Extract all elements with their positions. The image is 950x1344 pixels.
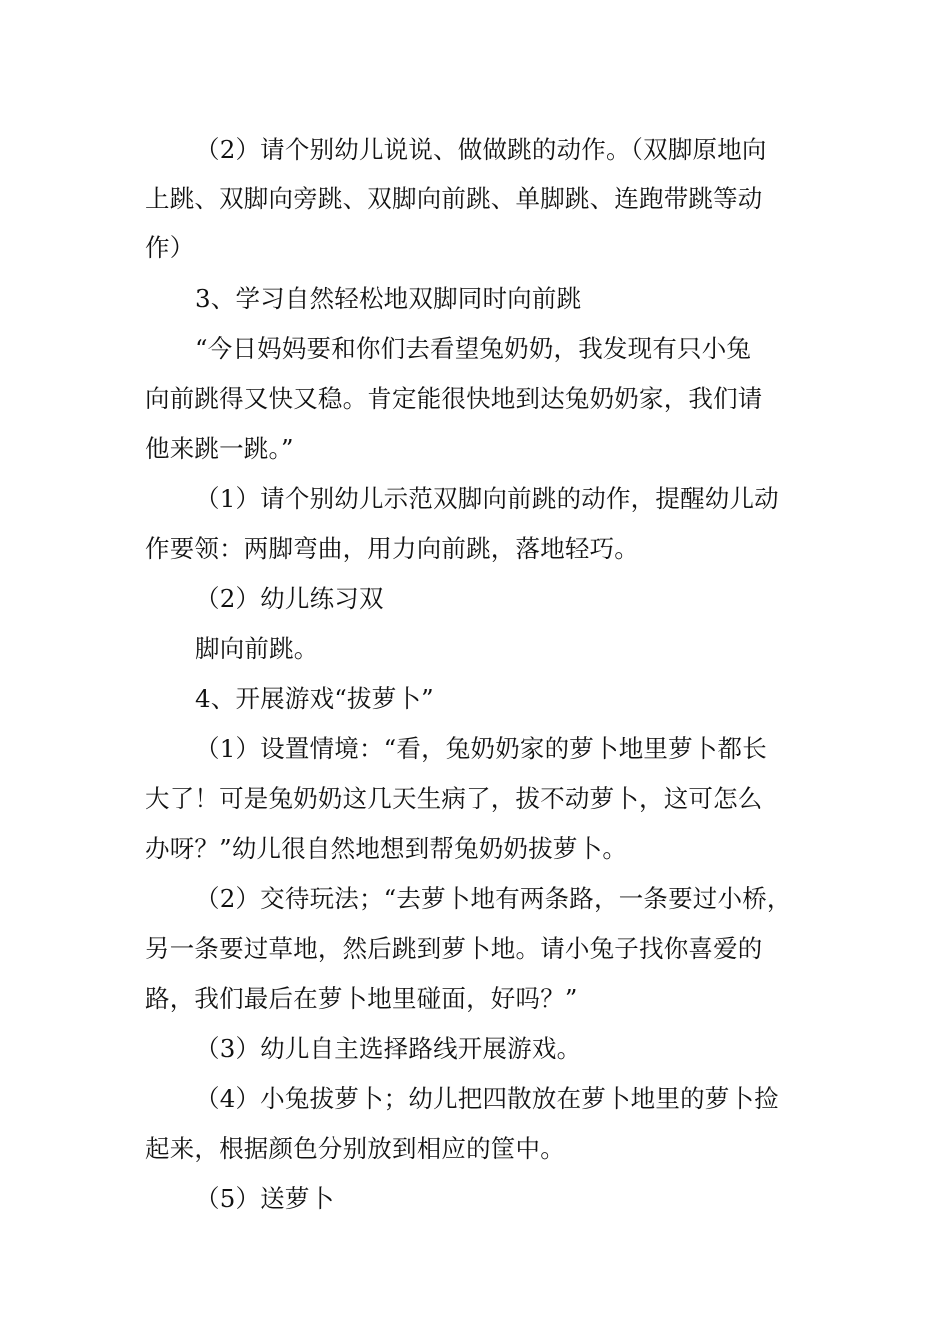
text-line: 上跳、双脚向旁跳、双脚向前跳、单脚跳、连跑带跳等动 <box>145 184 763 213</box>
text-line: 大了！可是兔奶奶这几天生病了，拔不动萝卜，这可怎么 <box>145 784 763 813</box>
text-line: （4）小兔拔萝卜；幼儿把四散放在萝卜地里的萝卜捡 <box>195 1084 779 1113</box>
text-line: 4、开展游戏“拔萝卜” <box>195 684 434 713</box>
text-line: 3、学习自然轻松地双脚同时向前跳 <box>195 284 582 313</box>
text-line: 作要领：两脚弯曲，用力向前跳，落地轻巧。 <box>145 534 639 563</box>
text-line: 作） <box>145 233 195 262</box>
text-line: 路，我们最后在萝卜地里碰面，好吗？” <box>145 984 578 1013</box>
text-line: 起来，根据颜色分别放到相应的筐中。 <box>145 1134 565 1163</box>
text-line: 另一条要过草地，然后跳到萝卜地。请小兔子找你喜爱的 <box>145 934 763 963</box>
text-line: 他来跳一跳。” <box>145 434 294 463</box>
text-line: 向前跳得又快又稳。肯定能很快地到达兔奶奶家，我们请 <box>145 384 763 413</box>
text-line: （2）交待玩法；“去萝卜地有两条路，一条要过小桥， <box>195 884 792 913</box>
text-line: （1）设置情境：“看，兔奶奶家的萝卜地里萝卜都长 <box>195 734 767 763</box>
text-line: “今日妈妈要和你们去看望兔奶奶，我发现有只小兔 <box>195 334 752 363</box>
text-line: （2）幼儿练习双 <box>195 584 384 613</box>
text-line: （1）请个别幼儿示范双脚向前跳的动作，提醒幼儿动 <box>195 484 779 513</box>
text-line: （2）请个别幼儿说说、做做跳的动作。（双脚原地向 <box>195 135 767 164</box>
text-line: 办呀？”幼儿很自然地想到帮兔奶奶拔萝卜。 <box>145 834 628 863</box>
text-line: 脚向前跳。 <box>195 634 319 663</box>
text-line: （5）送萝卜 <box>195 1184 335 1213</box>
text-line: （3）幼儿自主选择路线开展游戏。 <box>195 1034 582 1063</box>
